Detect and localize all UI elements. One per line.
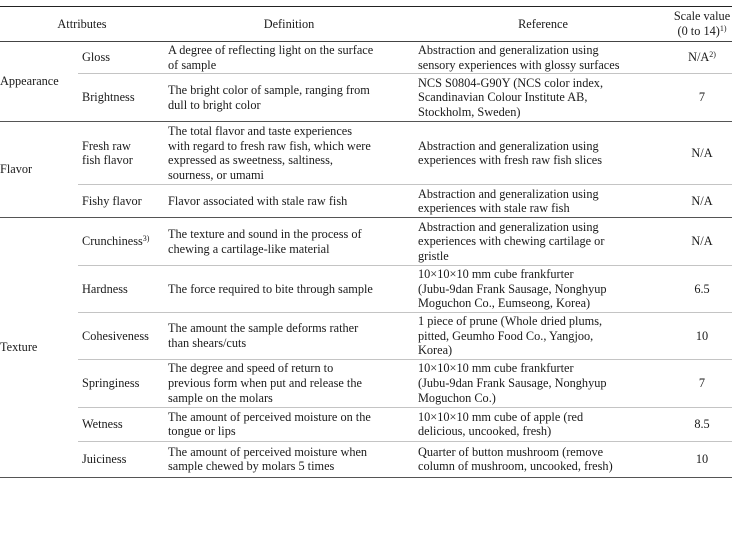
category-cell: Flavor — [0, 122, 78, 218]
scale-value: N/A — [688, 50, 710, 65]
reference-cell: 10×10×10 mm cube frankfurter (Jubu-9dan Frank Sausage, Nonghyup Moguchon Co., Eumseong, Korea) — [414, 266, 672, 313]
reference-cell: 10×10×10 mm cube of apple (red delicious, uncooked, fresh) — [414, 407, 672, 441]
footnote-marker: 2) — [709, 50, 716, 60]
scale-value-cell — [672, 42, 732, 74]
scale-value-cell — [672, 185, 732, 218]
header-scale-value-text: Scale value (0 to 14) — [673, 9, 731, 38]
attribute-cell — [78, 185, 164, 218]
scale-value-cell — [672, 266, 732, 313]
scale-value-cell — [672, 312, 732, 359]
reference-cell: Abstraction and generalization using experiences with stale raw fish — [414, 185, 672, 218]
attribute-cell — [78, 407, 164, 441]
definition-cell: Flavor associated with stale raw fish — [164, 185, 414, 218]
attribute-cell — [78, 359, 164, 407]
table-row — [0, 266, 732, 313]
attribute-cell — [78, 312, 164, 359]
attribute-cell — [78, 42, 164, 74]
scale-value: 10 — [695, 451, 709, 466]
scale-value: 8.5 — [694, 416, 710, 431]
table-row — [0, 218, 732, 266]
scale-value: 10 — [695, 328, 709, 343]
reference-cell: Quarter of button mushroom (remove column of mushroom, uncooked, fresh) — [414, 441, 672, 477]
header-reference: Reference — [414, 7, 672, 42]
header-definition: Definition — [164, 7, 414, 42]
reference-cell: Abstraction and generalization using sensory experiences with glossy surfaces — [414, 42, 672, 74]
attribute-name: Gloss — [82, 50, 111, 65]
scale-value-cell — [672, 218, 732, 266]
scale-value-cell — [672, 359, 732, 407]
definition-cell: A degree of reflecting light on the surface of sample — [164, 42, 414, 74]
attribute-name: Cohesiveness — [82, 328, 149, 343]
scale-value: N/A — [691, 234, 713, 249]
scale-value-cell — [672, 407, 732, 441]
scale-value: 7 — [698, 90, 706, 105]
scale-value: 6.5 — [694, 281, 710, 296]
reference-cell: 1 piece of prune (Whole dried plums, pitted, Geumho Food Co., Yangjoo, Korea) — [414, 312, 672, 359]
reference-cell: 10×10×10 mm cube frankfurter (Jubu-9dan Frank Sausage, Nonghyup Moguchon Co.) — [414, 359, 672, 407]
footnote-marker: 3) — [142, 234, 150, 244]
attribute-name: Brightness — [82, 90, 135, 105]
category-cell: Texture — [0, 218, 78, 478]
attribute-cell — [78, 441, 164, 477]
attribute-name: Juiciness — [82, 451, 127, 466]
table-header-row — [0, 7, 732, 42]
table-row — [0, 122, 732, 185]
header-scale-value — [672, 7, 732, 42]
attribute-name: Hardness — [82, 281, 128, 296]
table-row — [0, 312, 732, 359]
definition-cell: The force required to bite through sample — [164, 266, 414, 313]
table-row — [0, 185, 732, 218]
attribute-cell — [78, 266, 164, 313]
definition-cell: The amount the sample deforms rather than shears/cuts — [164, 312, 414, 359]
definition-cell: The bright color of sample, ranging from dull to bright color — [164, 74, 414, 122]
footnote-marker: 1) — [719, 24, 727, 33]
scale-value-cell — [672, 122, 732, 185]
definition-cell: The amount of perceived moisture when sample chewed by molars 5 times — [164, 441, 414, 477]
reference-cell: Abstraction and generalization using experiences with chewing cartilage or gristle — [414, 218, 672, 266]
header-attributes: Attributes — [0, 7, 164, 42]
scale-value-cell — [672, 441, 732, 477]
attribute-name: Fishy flavor — [82, 193, 142, 208]
attribute-cell — [78, 218, 164, 266]
scale-value: N/A — [691, 145, 713, 160]
table-row — [0, 441, 732, 477]
table-row — [0, 407, 732, 441]
definition-cell: The amount of perceived moisture on the tongue or lips — [164, 407, 414, 441]
attribute-cell — [78, 122, 164, 185]
attribute-cell — [78, 74, 164, 122]
attribute-name: Wetness — [82, 416, 123, 431]
scale-value: N/A — [691, 193, 713, 208]
attribute-name: Springiness — [82, 375, 140, 390]
definition-cell: The total flavor and taste experiences with regard to fresh raw fish, which were expressed as sweetness, saltiness, sourness, or umami — [164, 122, 414, 185]
table-row — [0, 74, 732, 122]
scale-value-cell — [672, 74, 732, 122]
definition-cell: The degree and speed of return to previous form when put and release the sample on the molars — [164, 359, 414, 407]
reference-cell: Abstraction and generalization using experiences with fresh raw fish slices — [414, 122, 672, 185]
table-row — [0, 42, 732, 74]
attribute-name: Crunchiness — [82, 234, 143, 249]
category-cell: Appearance — [0, 42, 78, 122]
reference-cell: NCS S0804-G90Y (NCS color index, Scandinavian Colour Institute AB, Stockholm, Sweden) — [414, 74, 672, 122]
table-row — [0, 359, 732, 407]
attribute-name: Fresh raw fish flavor — [82, 138, 133, 168]
scale-value: 7 — [698, 375, 706, 390]
definition-cell: The texture and sound in the process of chewing a cartilage-like material — [164, 218, 414, 266]
descriptive-analysis-table — [0, 6, 732, 478]
